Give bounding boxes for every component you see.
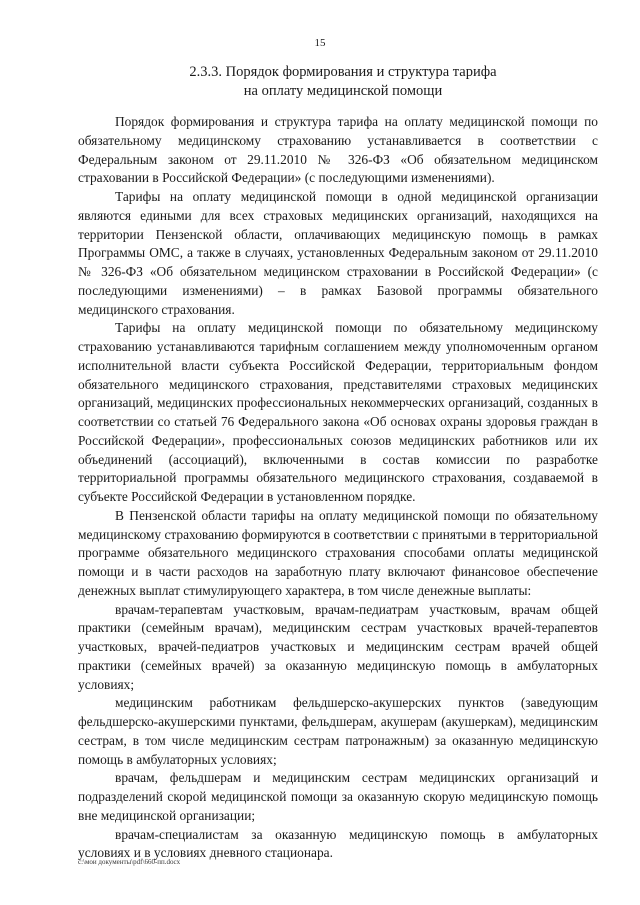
- section-heading: [100, 63, 586, 101]
- paragraph-3: Тарифы на оплату медицинской помощи по обязательному медицинскому страхованию устанавливаются тарифным соглашением между уполномоченным органом исполнительной власти субъекта Российской Федерации, территориальным фондом обязательного медицинского страхования, представителями страховых медицинских организаций, медицинских профессиональных некоммерческих организаций, созданных в соответствии со статьей 76 Федерального закона «Об основах охраны здоровья граждан в Российской Федерации», профессиональных союзов медицинских работников или их объединений (ассоциаций), включенными в состав комиссии по разработке территориальной программы обязательного медицинского страхования, создаваемой в субъекте Российской Федерации в установленном порядке.: [78, 320, 598, 504]
- list-item-payments-2: медицинским работникам фельдшерско-акушерских пунктов (заведующим фельдшерско-акушерскими пунктами, фельдшерам, акушерам (акушеркам), медицинским сестрам, в том числе медицинским сестрам патронажным) за оказанную медицинскую помощь в амбулаторных условиях;: [78, 695, 598, 767]
- page-number: 15: [314, 37, 326, 49]
- section-heading-line-1: 2.3.3. Порядок формирования и структура тарифа: [189, 64, 497, 80]
- section-heading-line-2: на оплату медицинской помощи: [243, 83, 443, 99]
- list-item-payments-3: врачам, фельдшерам и медицинским сестрам медицинских организаций и подразделений скорой медицинской помощи за оказанную скорую медицинскую помощь вне медицинской организации;: [78, 770, 598, 823]
- body-text: [78, 113, 598, 863]
- paragraph-4: В Пензенской области тарифы на оплату медицинской помощи по обязательному медицинскому страхованию формируются в соответствии с принятыми в территориальной программе обязательного медицинского страхования способами оплаты медицинской помощи и в части расходов на заработную плату включают финансовое обеспечение денежных выплат стимулирующего характера, в том числе денежные выплаты:: [78, 507, 598, 598]
- list-item-payments-1: врачам-терапевтам участковым, врачам-педиатрам участковым, врачам общей практики (семейным врачам), медицинским сестрам участковых врачей-терапевтов участковых, врачей-педиатров участковых и медицинским сестрам врачей общей практики (семейных врачей) за оказанную медицинскую помощь в амбулаторных условиях;: [78, 601, 598, 692]
- paragraph-2: Тарифы на оплату медицинской помощи в одной медицинской организации являются едиными для всех страховых медицинских организаций, находящихся на территории Пензенской области, оплачивающих медицинскую помощь в рамках Программы ОМС, а также в случаях, установленных Федеральным законом от 29.11.2010 № 326-ФЗ «Об обязательном медицинском страховании в Российской Федерации» (с последующими изменениями) – в рамках Базовой программы обязательного медицинского страхования.: [78, 189, 598, 317]
- paragraph-1: Порядок формирования и структура тарифа на оплату медицинской помощи по обязательному медицинскому страхованию устанавливается в соответствии с Федеральным законом от 29.11.2010 № 326-ФЗ «Об обязательном медицинском страховании в Российской Федерации» (с последующими изменениями).: [78, 114, 598, 186]
- list-item-payments-4: врачам-специалистам за оказанную медицинскую помощь в амбулаторных условиях и в условиях дневного стационара.: [78, 826, 598, 861]
- footer-file-path: c:\мои документы\pdf\660-пп.docx: [78, 858, 181, 866]
